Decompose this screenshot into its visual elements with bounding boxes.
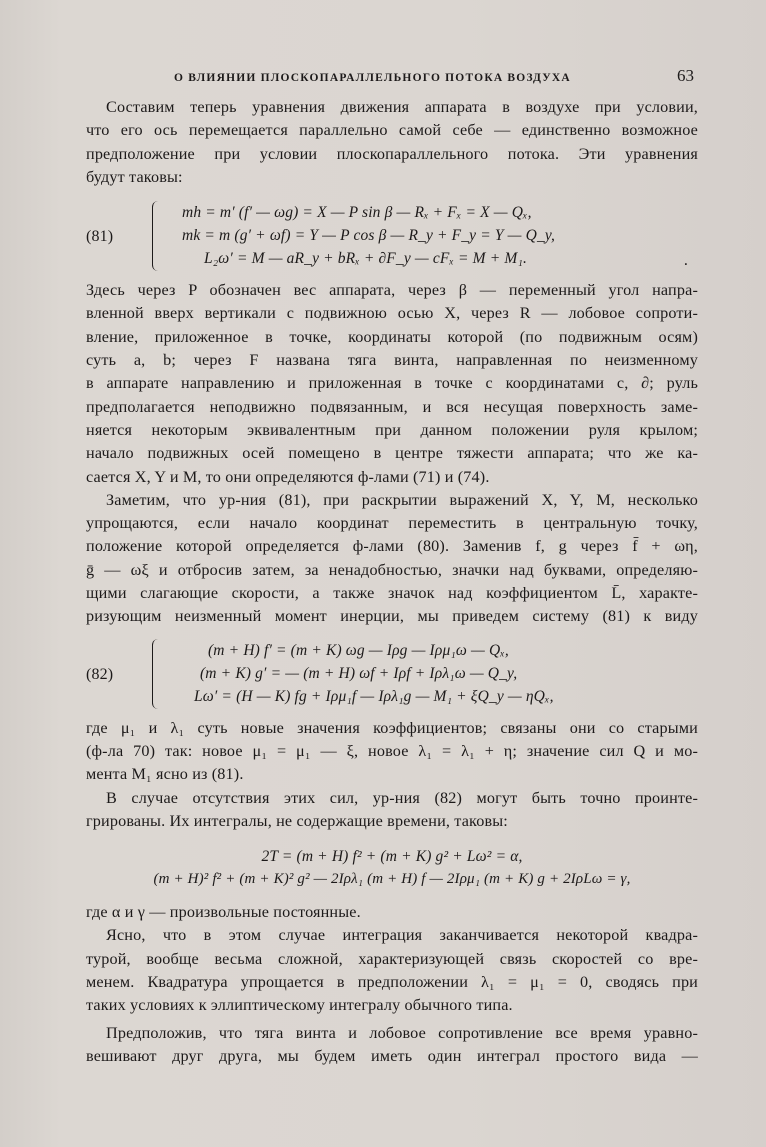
equation-line: (m + H) f′ = (m + K) ωg — Iρg — Iρμ₁ω — Qₓ,: [208, 641, 509, 659]
stray-mark: .: [683, 252, 688, 270]
text-line: менем. Квадратура упрощается в предположении λ₁ = μ₁ = 0, сводясь при: [86, 973, 698, 992]
equation-81: [86, 201, 698, 273]
text-line: предположение при условии плоскопараллельного потока. Эти уравнения: [86, 144, 698, 163]
brace-symbol: [152, 201, 167, 271]
text-line: начало подвижных осей помещено в центре тяжести аппарата; что же ка-: [86, 444, 698, 463]
page-number: 63: [677, 66, 694, 85]
text-line: ризующим неизменный момент инерции, мы приведем систему (81) к виду: [86, 607, 698, 626]
text-line: вешивают друг друга, мы будем иметь один интеграл простого вида —: [86, 1046, 698, 1065]
text-line: грированы. Их интегралы, не содержащие времени, таковы:: [86, 811, 508, 830]
equation-number: (81): [86, 228, 114, 246]
equation-line: mk = m (g′ + ωf) = Y — P cos β — R_y + F_y = Y — Q_y,: [182, 227, 556, 245]
text-line: Заметим, что ур-ния (81), при раскрытии выражений X, Y, M, несколько: [106, 490, 698, 509]
equation-line: 2T = (m + H) f² + (m + K) g² + Lω² = α,: [261, 848, 523, 866]
paragraph-intro: [86, 96, 698, 189]
paragraph-simplification: [86, 489, 698, 629]
text-line: Предположив, что тяга винта и лобовое сопротивление все время уравно-: [106, 1023, 698, 1042]
text-line: В случае отсутствия этих сил, ур-ния (82) могут быть точно проинте-: [106, 788, 698, 807]
equation-82: [86, 639, 698, 711]
integrals-block: [86, 845, 698, 891]
text-line: сается X, Y и M, то они определяются ф-лами (71) и (74).: [86, 467, 490, 486]
equation-line: mh = m′ (f′ — ωg) = X — P sin β — Rₓ + Fₓ = X — Qₓ,: [182, 204, 532, 222]
brace-symbol: [152, 639, 167, 709]
text-line: где μ₁ и λ₁ суть новые значения коэффициентов; связаны они со старыми: [86, 718, 698, 737]
equation-line: L₂ω′ = M — aR_y + bRₓ + ∂F_y — cFₓ = M + M₁.: [204, 250, 528, 268]
paragraph-integration: [86, 787, 698, 834]
equation-line: (m + H)² f² + (m + K)² g² — 2Iρλ₁ (m + H) f — 2Iρμ₁ (m + K) g + 2IρLω = γ,: [153, 871, 631, 888]
text-line: будут таковы:: [86, 167, 183, 186]
text-line: Составим теперь уравнения движения аппарата в воздухе при условии,: [106, 98, 698, 116]
equation-lines: [194, 639, 554, 708]
equation-number: (82): [86, 665, 114, 683]
text-line: упрощаются, если начало координат переместить в центральную точку,: [86, 514, 698, 533]
equation-line: Lω′ = (H — K) fg + Iρμ₁f — Iρλ₁g — M₁ + ξQ_y — ηQₓ,: [194, 687, 554, 705]
paragraph-constants: [86, 901, 698, 924]
text-line: вленной вверх вертикали с подвижною осью X, через R — лобовое сопроти-: [86, 304, 698, 323]
paragraph-balance: [86, 1022, 698, 1069]
text-line: (ф-ла 70) так: новое μ₁ = μ₁ — ξ, новое λ₁ = λ₁ + η; значение сил Q и мо-: [86, 741, 698, 760]
paragraph-quadrature: [86, 924, 698, 1017]
text-line: таких условиях к эллиптическому интегралу обычного типа.: [86, 996, 513, 1015]
text-line: что его ось перемещается параллельно самой себе — единственно возможное: [86, 121, 698, 140]
text-line: ḡ — ωξ и отбросив затем, за ненадобностью, значки над буквами, определяю-: [86, 560, 698, 579]
equation-lines: [182, 201, 555, 270]
equation-line: (m + K) g′ = — (m + H) ωf + Iρf + Iρλ₁ω — Q_y,: [200, 664, 518, 682]
text-line: вление, приложенное в точке, координаты которой (по подвижным осям): [86, 327, 698, 346]
text-line: щими слагающие скорости, а также значок над коэффициентом L̄, характе-: [86, 584, 698, 603]
running-title: О ВЛИЯНИИ ПЛОСКОПАРАЛЛЕЛЬНОГО ПОТОКА ВОЗДУХА: [174, 72, 571, 84]
text-line: няется некоторым эквивалентным при данном положении руля крылом;: [86, 420, 698, 439]
text-line: в аппарате направлению и приложенная в точке с координатами c, ∂; руль: [86, 374, 698, 393]
text-line: мента M₁ ясно из (81).: [86, 765, 244, 784]
paragraph-notation: [86, 279, 698, 489]
text-line: Здесь через P обозначен вес аппарата, через β — переменный угол напра-: [86, 281, 698, 300]
page-body: [86, 96, 698, 1068]
text-line: турой, вообще весьма сложной, характеризующей связь скоростей со вре-: [86, 949, 698, 968]
text-line: где α и γ — произвольные постоянные.: [86, 903, 361, 922]
text-line: суть a, b; через F названа тяга винта, направленная по неизменному: [86, 351, 698, 370]
page-header: [174, 66, 694, 88]
text-line: предполагается неподвижно подвязанным, и вся несущая поверхность заме-: [86, 397, 698, 416]
paragraph-coefficients: [86, 717, 698, 787]
text-line: Ясно, что в этом случае интеграция заканчивается некоторой квадра-: [106, 926, 698, 945]
text-line: положение которой определяется ф-лами (80). Заменив f, g через f̄ + ωη,: [86, 537, 698, 556]
